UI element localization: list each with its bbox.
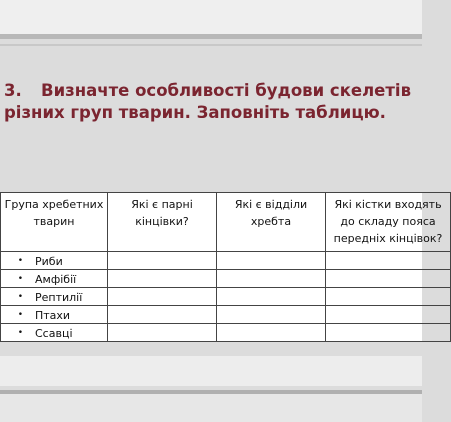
header-bones-line-2: до складу пояса	[340, 215, 436, 228]
row-label-cell	[1, 288, 108, 306]
row-label-cell	[1, 324, 108, 342]
table-row	[1, 270, 451, 288]
header-bones-line-3: передніх кінцівок?	[333, 232, 443, 245]
header-bones	[326, 193, 451, 252]
bullet-icon: •	[17, 274, 23, 284]
bullet-icon: •	[17, 256, 23, 266]
answer-cell[interactable]	[326, 324, 451, 342]
top-divider-thin	[0, 44, 422, 46]
row-label-cell	[1, 270, 108, 288]
answer-cell[interactable]	[108, 306, 217, 324]
table-row	[1, 252, 451, 270]
table-row	[1, 288, 451, 306]
top-divider	[0, 34, 422, 39]
answer-cell[interactable]	[108, 288, 217, 306]
row-label-cell	[1, 252, 108, 270]
answer-cell[interactable]	[217, 306, 326, 324]
bullet-icon: •	[17, 292, 23, 302]
bullet-icon: •	[17, 328, 23, 338]
header-spine	[217, 193, 326, 252]
header-group-line-2: тварин	[33, 215, 75, 228]
header-spine-line-1: Які є відділи	[234, 198, 308, 211]
animal-group-label: Амфібії	[35, 272, 77, 286]
bottom-banner	[0, 356, 422, 386]
answer-cell[interactable]	[108, 270, 217, 288]
task-number: 3.	[4, 81, 22, 100]
header-spine-line-2: хребта	[250, 215, 292, 228]
answer-cell[interactable]	[108, 252, 217, 270]
answer-cell[interactable]	[217, 288, 326, 306]
header-group-line-1: Група хребетних	[4, 198, 104, 211]
answer-cell[interactable]	[326, 270, 451, 288]
header-group	[1, 193, 108, 252]
table-row	[1, 324, 451, 342]
header-limbs-line-2: кінцівки?	[135, 215, 189, 228]
animal-group-label: Птахи	[35, 308, 71, 322]
task-line-2: різних груп тварин. Заповніть таблицю.	[4, 103, 386, 122]
answer-table	[0, 192, 451, 342]
row-label-cell	[1, 306, 108, 324]
task-line-1	[4, 80, 422, 102]
animal-group-label: Рептилії	[35, 290, 83, 304]
answer-cell[interactable]	[326, 252, 451, 270]
header-limbs-line-1: Які є парні	[131, 198, 193, 211]
bottom-footer	[0, 394, 422, 422]
task-text-1: Визначте особливості будови скелетів	[41, 81, 412, 100]
bullet-icon: •	[17, 310, 23, 320]
answer-cell[interactable]	[217, 324, 326, 342]
animal-group-label: Риби	[35, 254, 63, 268]
animal-group-label: Ссавці	[35, 326, 73, 340]
answer-cell[interactable]	[326, 306, 451, 324]
table-row	[1, 306, 451, 324]
task-heading	[4, 80, 422, 124]
answer-cell[interactable]	[217, 270, 326, 288]
answer-cell[interactable]	[326, 288, 451, 306]
top-banner	[0, 0, 422, 34]
answer-cell[interactable]	[108, 324, 217, 342]
answer-cell[interactable]	[217, 252, 326, 270]
header-bones-line-1: Які кістки входять	[334, 198, 442, 211]
header-limbs	[108, 193, 217, 252]
header-row	[1, 193, 451, 252]
answer-table-container	[0, 192, 443, 342]
